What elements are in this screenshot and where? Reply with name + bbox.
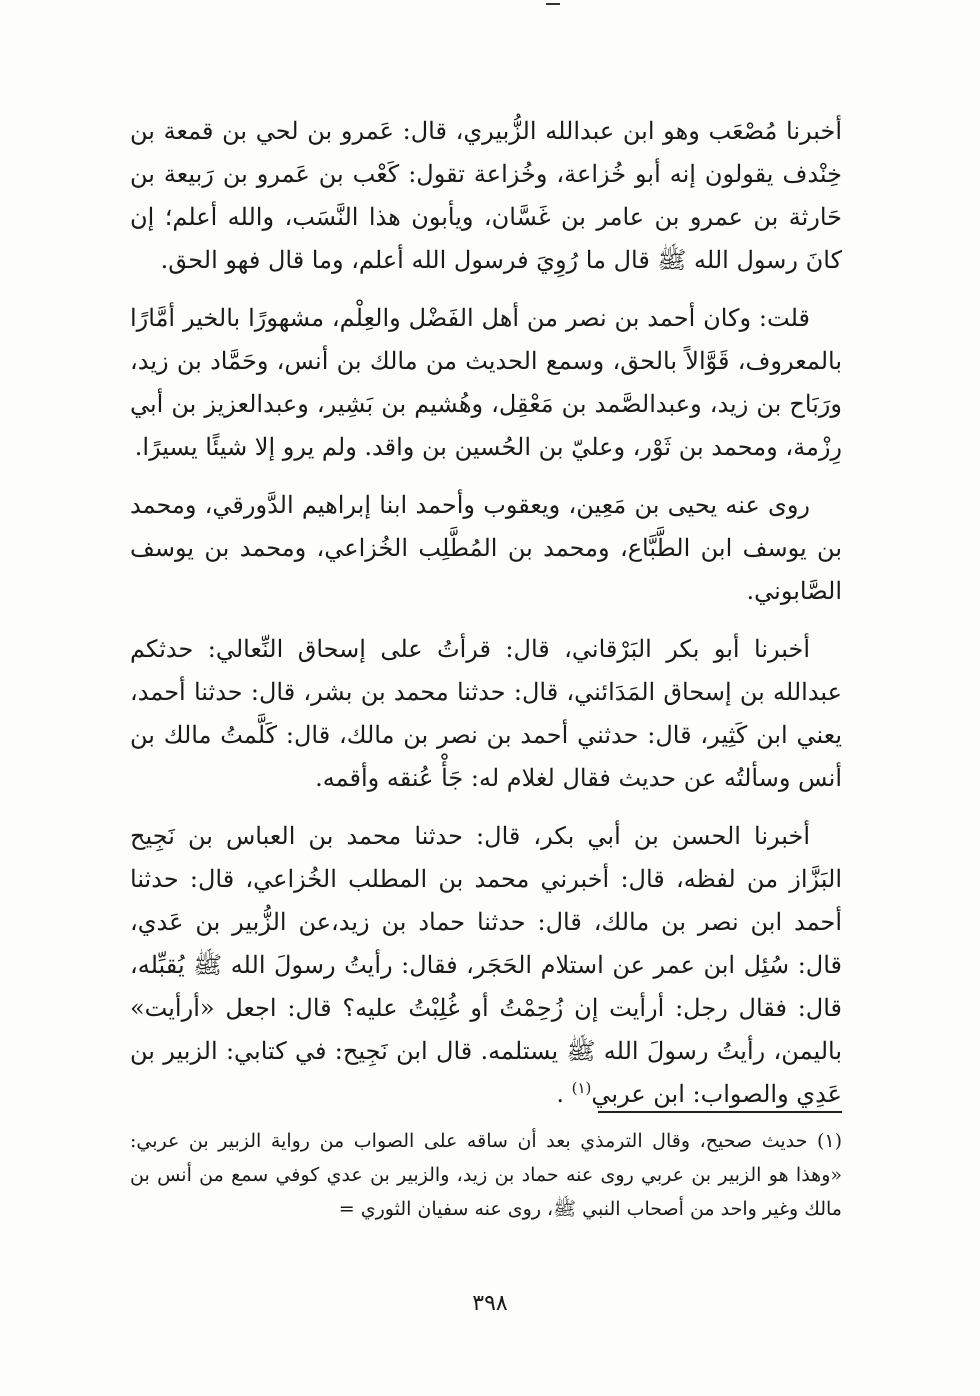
- paragraph-1: أخبرنا مُصْعَب وهو ابن عبدالله الزُّبيري، قال: عَمرو بن لحي بن قمعة بن خِنْدف يقولون إنه أبو خُزاعة، وخُزاعة تقول: كَعْب بن عَمرو بن رَبيعة بن حَارثة بن عمرو بن عامر بن غَسَّان، ويأبون هذا النَّسَب، والله أعلم؛ إن كانَ رسول الله ﷺ قال ما رُوِيَ فرسول الله أعلم، وما قال فهو الحق.: [130, 117, 842, 274]
- paragraph-3: روى عنه يحيى بن مَعِين، ويعقوب وأحمد ابنا إبراهيم الدَّورقي، ومحمد بن يوسف ابن الطَّبَّاع، ومحمد بن المُطَّلِب الخُزاعي، ومحمد بن يوسف الصَّابوني.: [130, 491, 842, 605]
- footnote-reference[interactable]: (١): [571, 1079, 592, 1097]
- paragraph-4: أخبرنا أبو بكر البَرْقاني، قال: قرأتُ على إسحاق النِّعالي: حدثكم عبدالله بن إسحاق المَدَائني، قال: حدثنا محمد بن بشر، قال: حدثنا أحمد، يعني ابن كَثِير، قال: حدثني أحمد بن نصر بن مالك، قال: كَلَّمتُ مالك بن أنس وسألتُه عن حديث فقال لغلام له: جَأْ عُنقه وأقمه.: [130, 635, 843, 792]
- main-text: [130, 110, 842, 1131]
- page-number: ٣٩٨: [472, 1291, 508, 1316]
- paragraph-5-container: [130, 815, 842, 1116]
- footnote-1: (١) حديث صحيح، وقال الترمذي بعد أن ساقه على الصواب من رواية الزبير بن عربي: «وهذا هو الزبير بن عربي روى عنه حماد بن زيد، والزبير بن عدي كوفي سمع من أنس بن مالك وغير واحد من أصحاب النبي ﷺ، روى عنه سفيان الثوري =: [130, 1130, 842, 1220]
- footnote-separator: [598, 1111, 842, 1113]
- paragraph-5: أخبرنا الحسن بن أبي بكر، قال: حدثنا محمد بن العباس بن نَجِيح البَزَّاز من لفظه، قال: أخبرني محمد بن المطلب الخُزاعي، قال: حدثنا أحمد ابن نصر بن مالك، قال: حدثنا حماد بن زيد،عن الزُّبير بن عَدي، قال: سُئِل ابن عمر عن استلام الحَجَر، فقال: رأيتُ رسولَ الله ﷺ يُقبِّله، قال: فقال رجل: أرأيت إن زُحِمْتُ أو غُلِبْتُ عليه؟ قال: اجعل «أرأيت» باليمن، رأيتُ رسولَ الله ﷺ يستلمه. قال ابن نَجِيح: في كتابي: الزبير بن عَدِي والصواب: ابن عربي: [130, 822, 842, 1108]
- footnotes-section: [130, 1124, 842, 1226]
- top-margin-mark: [546, 3, 560, 5]
- paragraph-2: قلت: وكان أحمد بن نصر من أهل الفَضْل والعِلْم، مشهورًا بالخير أمَّارًا بالمعروف، قَوَّالاً بالحق، وسمع الحديث من مالك بن أنس، وحَمَّاد بن زيد، ورَبَاح بن زيد، وعبدالصَّمد بن مَعْقِل، وهُشيم بن بَشِير، وعبدالعزيز بن أبي رِزْمة، ومحمد بن ثَوْر، وعليّ بن الحُسين بن واقد. ولم يرو إلا شيئًا يسيرًا.: [130, 304, 842, 461]
- paragraph-5-end: .: [556, 1080, 564, 1108]
